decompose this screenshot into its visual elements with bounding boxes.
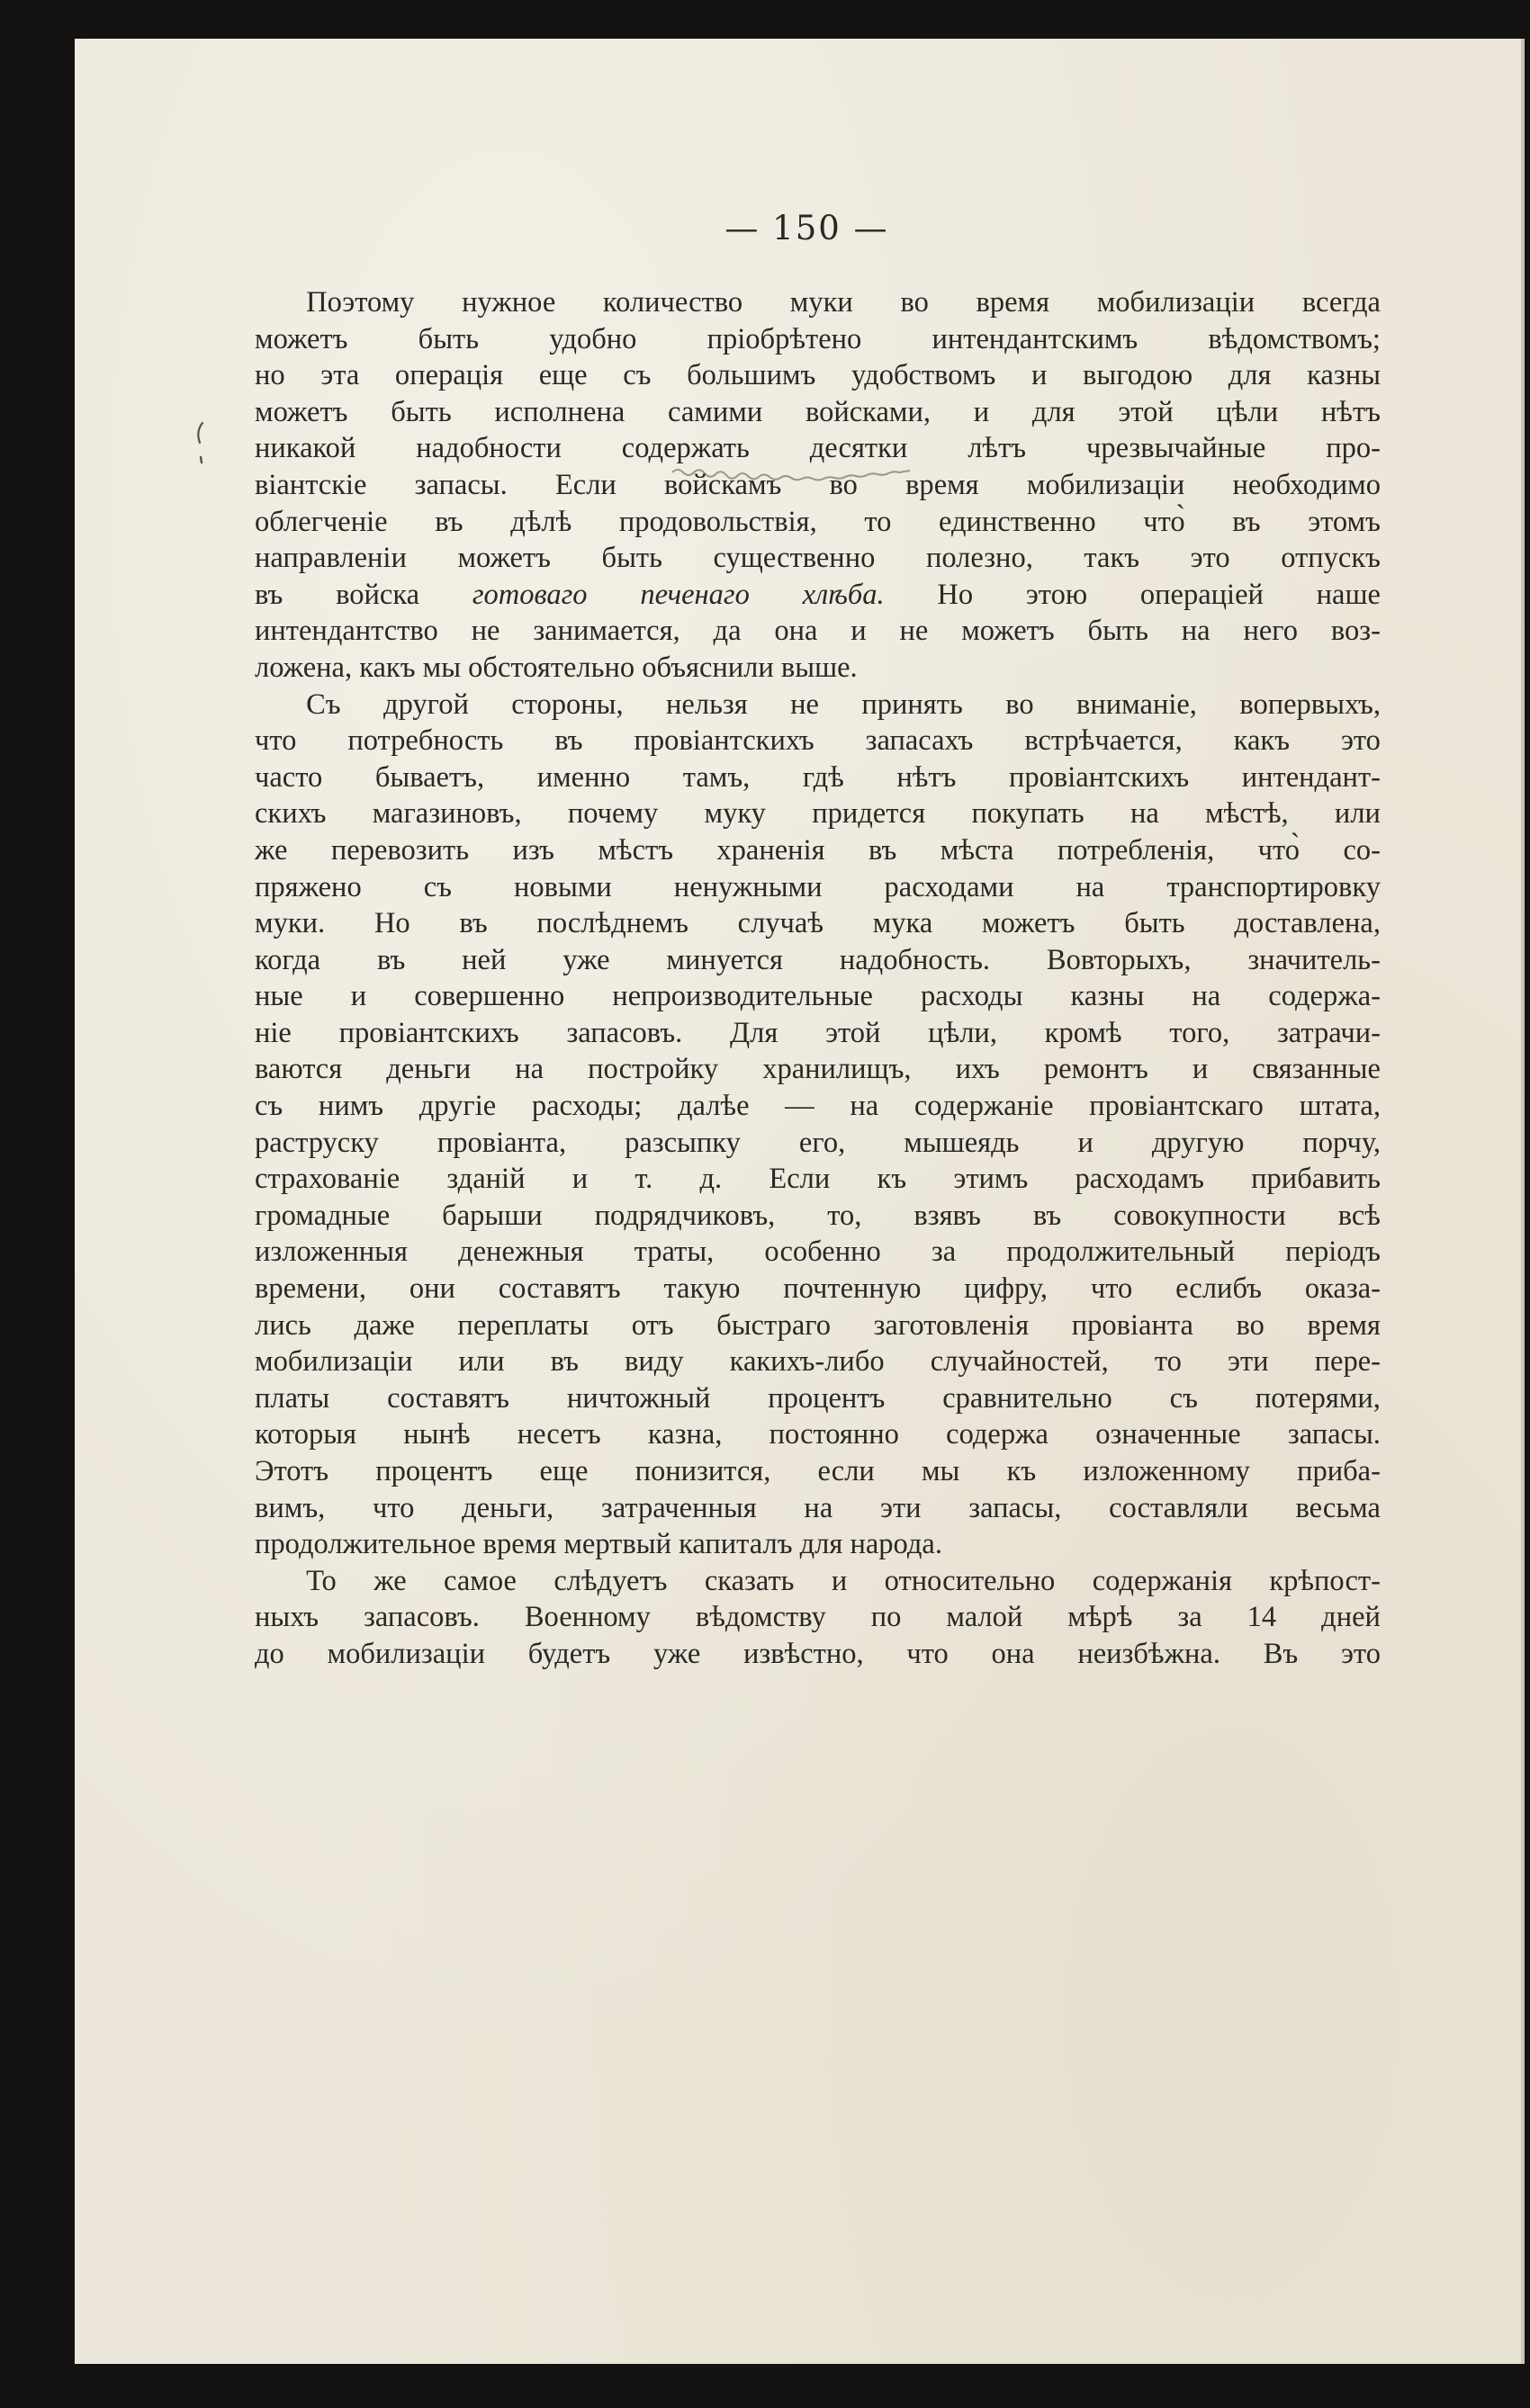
text-line: продолжительное время мертвый капиталъ для народа. bbox=[255, 1528, 942, 1561]
text-line: страхованіе зданій и т. д. Если къ этимъ расходамъ прибавить bbox=[255, 1163, 1381, 1196]
text-line: ныхъ запасовъ. Военному вѣдомству по малой мѣрѣ за 14 дней bbox=[255, 1601, 1381, 1634]
text-line: же перевозить изъ мѣстъ храненія въ мѣста потребленія, что̀ со- bbox=[255, 833, 1381, 867]
text-line: никакой надобности содержать десятки лѣтъ чрезвычайные про- bbox=[255, 432, 1381, 465]
body-text bbox=[255, 284, 1398, 1673]
text-line: ваются деньги на постройку хранилищъ, ихъ ремонтъ и связанные bbox=[255, 1053, 1381, 1086]
text-line: громадные барыши подрядчиковъ, то, взявъ въ совокупности всѣ bbox=[255, 1199, 1381, 1232]
page-number: — 150 — bbox=[724, 209, 889, 247]
text-line: Съ другой стороны, нельзя не принять во вниманіе, вопервыхъ, bbox=[306, 687, 1381, 721]
text-segment: можетъ быть исполнена bbox=[255, 395, 669, 428]
text-line: которыя нынѣ несетъ казна, постоянно содержа означенные запасы. bbox=[255, 1418, 1381, 1451]
text-line: ніе провіантскихъ запасовъ. Для этой цѣли, кромѣ того, затрачи- bbox=[255, 1016, 1381, 1049]
text-line: муки. Но въ послѣднемъ случаѣ мука можетъ быть доставлена, bbox=[255, 907, 1381, 940]
text-line bbox=[255, 394, 1381, 431]
underlined-phrase: самими войсками bbox=[668, 395, 923, 428]
text-line: Этотъ процентъ еще понизится, если мы къ изложенному приба- bbox=[255, 1455, 1381, 1487]
text-line: лись даже переплаты отъ быстраго заготовленія провіанта во время bbox=[255, 1308, 1381, 1342]
text-segment: Но этою операціей наше bbox=[884, 578, 1381, 611]
italic-emphasis: готоваго печенаго хлѣба. bbox=[472, 578, 885, 611]
text-line: пряжено съ новыми ненужными расходами на транспортировку bbox=[255, 870, 1381, 903]
text-line: Поэтому нужное количество муки во время мобилизаціи всегда bbox=[306, 286, 1381, 319]
text-line: платы составятъ ничтожный процентъ сравнительно съ потерями, bbox=[255, 1381, 1381, 1415]
text-line: но эта операція еще съ большимъ удобствомъ и выгодою для казны bbox=[255, 359, 1381, 392]
text-line bbox=[255, 577, 1381, 614]
text-line: изложенныя денежныя траты, особенно за продолжительный періодъ bbox=[255, 1235, 1381, 1269]
text-line: интендантство не занимается, да она и не можетъ быть на него воз- bbox=[255, 615, 1381, 648]
text-line: направленіи можетъ быть существенно полезно, такъ это отпускъ bbox=[255, 542, 1381, 575]
text-line: мобилизаціи или въ виду какихъ-либо случайностей, то эти пере- bbox=[255, 1345, 1381, 1379]
text-line: до мобилизаціи будетъ уже извѣстно, что она неизбѣжна. Въ это bbox=[255, 1637, 1381, 1670]
text-line: ные и совершенно непроизводительные расходы казны на содержа- bbox=[255, 980, 1381, 1013]
text-line: часто бываетъ, именно тамъ, гдѣ нѣтъ провіантскихъ интендант- bbox=[255, 760, 1381, 794]
text-line: что потребность въ провіантскихъ запасахъ встрѣчается, какъ это bbox=[255, 724, 1381, 758]
text-line: віантскіе запасы. Если войскамъ во время мобилизаціи необходимо bbox=[255, 468, 1381, 501]
text-line: раструску провіанта, разсыпку его, мышеядь и другую порчу, bbox=[255, 1126, 1381, 1159]
text-line: съ нимъ другіе расходы; далѣе — на содержаніе провіантскаго штата, bbox=[255, 1090, 1381, 1123]
text-line: вимъ, что деньги, затраченныя на эти запасы, составляли весьма bbox=[255, 1491, 1381, 1524]
text-line: скихъ магазиновъ, почему муку придется покупать на мѣстѣ, или bbox=[255, 797, 1381, 831]
text-line: ложена, какъ мы обстоятельно объяснили выше. bbox=[255, 651, 858, 684]
text-line: времени, они составятъ такую почтенную цифру, что еслибъ оказа- bbox=[255, 1272, 1381, 1306]
pencil-margin-mark bbox=[195, 421, 206, 466]
text-line: когда въ ней уже минуется надобность. Вовторыхъ, значитель- bbox=[255, 943, 1381, 976]
text-line: То же самое слѣдуетъ сказать и относительно содержанія крѣпост- bbox=[306, 1564, 1381, 1597]
page-edge bbox=[1521, 39, 1525, 2364]
text-segment: , и для этой цѣли нѣтъ bbox=[922, 395, 1381, 428]
text-line: облегченіе въ дѣлѣ продовольствія, то единственно что̀ въ этомъ bbox=[255, 505, 1381, 538]
text-segment: въ войска bbox=[255, 578, 472, 611]
text-line: можетъ быть удобно пріобрѣтено интендантскимъ вѣдомствомъ; bbox=[255, 322, 1381, 355]
